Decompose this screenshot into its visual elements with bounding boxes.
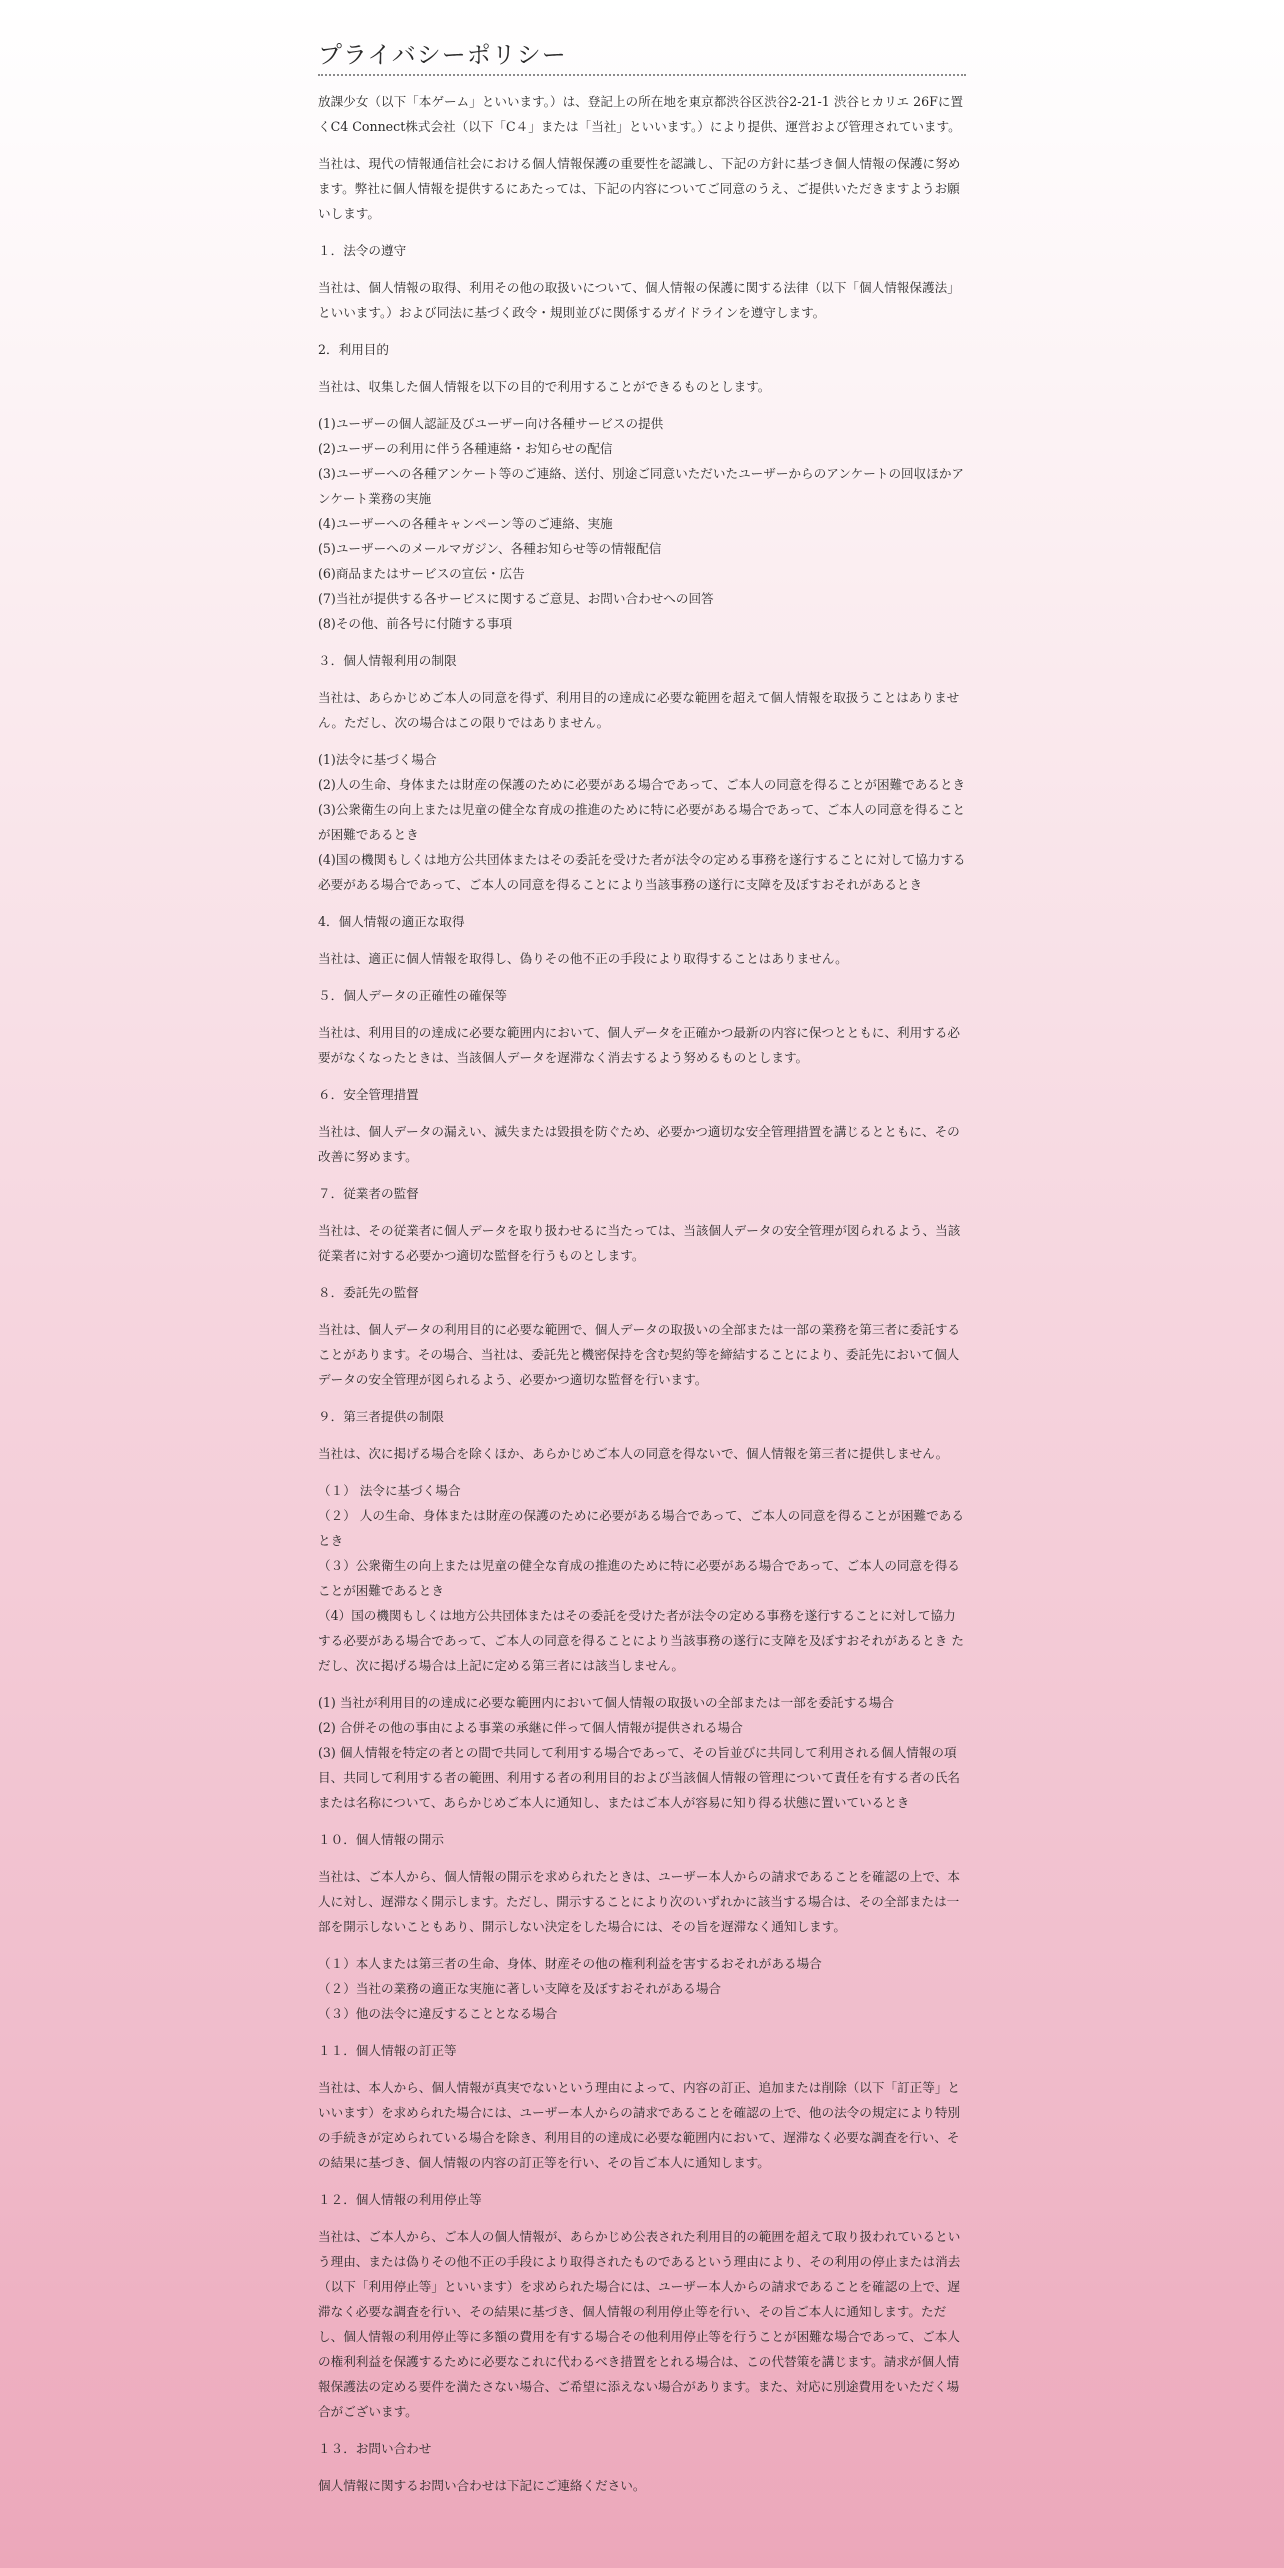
section-heading: 4．個人情報の適正な取得 [318, 914, 465, 929]
spacer [318, 226, 966, 238]
policy-paragraph: 当社は、ご本人から、ご本人の個人情報が、あらかじめ公表された利用目的の範囲を超えて取り扱われているという理由、または偽りその他不正の手段により取得されたものであるという理由により、その利用の停止または消去（以下「利用停止等」といいます）を求められた場合には、ユーザー本人からの請求であることを確認の上で、遅滞なく必要な調査を行い、その結果に基づき、個人情報の利用停止等を行い、その旨ご本人に通知します。ただし、個人情報の利用停止等に多額の費用を有する場合その他利用停止等を行うことが困難な場合であって、ご本人の権利利益を保護するために必要なこれに代わるべき措置をとれる場合は、この代替策を講じます。請求が個人情報保護法の定める要件を満たさない場合、ご希望に添えない場合があります。また、対応に別途費用をいただく場合がございます。 [318, 2229, 961, 2419]
spacer [318, 897, 966, 909]
spacer [318, 139, 966, 151]
spacer [318, 934, 966, 946]
policy-paragraph: 当社は、次に掲げる場合を除くほか、あらかじめご本人の同意を得ないで、個人情報を第三者に提供しません。 [318, 1446, 949, 1461]
section-heading: １０．個人情報の開示 [318, 1832, 444, 1847]
list-item: (3)公衆衛生の向上または児童の健全な育成の推進のために特に必要がある場合であって、ご本人の同意を得ることが困難であるとき [318, 802, 966, 842]
list-item: (2)人の生命、身体または財産の保護のために必要がある場合であって、ご本人の同意を得ることが困難であるとき [318, 777, 966, 792]
policy-paragraph: 放課少女（以下「本ゲーム」といいます。）は、登記上の所在地を東京都渋谷区渋谷2-21-1 渋谷ヒカリエ 26Fに置くC4 Connect株式会社（以下「C４」または「当社」といいます。）により提供、運営および管理されています。 [318, 94, 964, 134]
list-item: (4)国の機関もしくは地方公共団体またはその委託を受けた者が法令の定める事務を遂行することに対して協力する必要がある場合であって、ご本人の同意を得ることにより当該事務の遂行に支障を及ぼすおそれがあるとき [318, 852, 966, 892]
list-item: (1)ユーザーの個人認証及びユーザー向け各種サービスの提供 [318, 416, 664, 431]
list-item: （３）他の法令に違反することとなる場合 [318, 2006, 558, 2021]
policy-paragraph: 当社は、現代の情報通信社会における個人情報保護の重要性を認識し、下記の方針に基づき個人情報の保護に努めます。弊社に個人情報を提供するにあたっては、下記の内容についてご同意のうえ、ご提供いただきますようお願いします。 [318, 156, 961, 221]
section-heading: １１．個人情報の訂正等 [318, 2043, 457, 2058]
policy-paragraph: 当社は、個人情報の取得、利用その他の取扱いについて、個人情報の保護に関する法律（以下「個人情報保護法」といいます。）および同法に基づく政令・規則並びに関係するガイドラインを遵守します。 [318, 280, 960, 320]
policy-paragraph: 個人情報に関するお問い合わせは下記にご連絡ください。 [318, 2478, 646, 2493]
section-heading: ８．委託先の監督 [318, 1285, 419, 1300]
list-item: (1)法令に基づく場合 [318, 752, 437, 767]
spacer [318, 673, 966, 685]
list-item: （１）本人または第三者の生命、身体、財産その他の権利利益を害するおそれがある場合 [318, 1956, 822, 1971]
policy-paragraph: 当社は、あらかじめご本人の同意を得ず、利用目的の達成に必要な範囲を超えて個人情報を取扱うことはありません。ただし、次の場合はこの限りではありません。 [318, 690, 960, 730]
list-item: (3)ユーザーへの各種アンケート等のご連絡、送付、別途ご同意いただいたユーザーからのアンケートの回収ほかアンケート業務の実施 [318, 466, 965, 506]
spacer [318, 971, 966, 983]
policy-list [318, 411, 966, 636]
privacy-policy-page [318, 0, 966, 2498]
section-heading: ７．従業者の監督 [318, 1186, 419, 1201]
policy-paragraph: 当社は、個人データの漏えい、滅失または毀損を防ぐため、必要かつ適切な安全管理措置を講じるとともに、その改善に努めます。 [318, 1124, 960, 1164]
spacer [318, 1392, 966, 1404]
spacer [318, 2424, 966, 2436]
list-item: (1) 当社が利用目的の達成に必要な範囲内において個人情報の取扱いの全部または一部を委託する場合 [318, 1695, 894, 1710]
list-item: (5)ユーザーへのメールマガジン、各種お知らせ等の情報配信 [318, 541, 662, 556]
spacer [318, 2175, 966, 2187]
page-title: プライバシーポリシー [318, 38, 966, 76]
section-heading: １３．お問い合わせ [318, 2441, 432, 2456]
policy-paragraph: 当社は、利用目的の達成に必要な範囲内において、個人データを正確かつ最新の内容に保つとともに、利用する必要がなくなったときは、当該個人データを遅滞なく消去するよう努めるものとします。 [318, 1025, 961, 1065]
spacer [318, 1107, 966, 1119]
spacer [318, 1429, 966, 1441]
list-item: （4）国の機関もしくは地方公共団体またはその委託を受けた者が法令の定める事務を遂行することに対して協力する必要がある場合であって、ご本人の同意を得ることにより当該事務の遂行に支障を及ぼすおそれがあるとき ただし、次に掲げる場合は上記に定める第三者には該当しません。 [318, 1608, 964, 1673]
spacer [318, 2461, 966, 2473]
list-item: (2) 合併その他の事由による事業の承継に伴って個人情報が提供される場合 [318, 1720, 743, 1735]
spacer [318, 636, 966, 648]
section-heading: ６．安全管理措置 [318, 1087, 419, 1102]
section-heading: １．法令の遵守 [318, 243, 407, 258]
section-heading: 2．利用目的 [318, 342, 389, 357]
spacer [318, 735, 966, 747]
list-item: (6)商品またはサービスの宣伝・広告 [318, 566, 525, 581]
policy-list [318, 747, 966, 897]
policy-paragraph: 当社は、個人データの利用目的に必要な範囲で、個人データの取扱いの全部または一部の業務を第三者に委託することがあります。その場合、当社は、委託先と機密保持を含む契約等を締結することにより、委託先において個人データの安全管理が図られるよう、必要かつ適切な監督を行います。 [318, 1322, 961, 1387]
spacer [318, 76, 966, 89]
list-item: (2)ユーザーの利用に伴う各種連絡・お知らせの配信 [318, 441, 613, 456]
spacer [318, 399, 966, 411]
section-heading: ５．個人データの正確性の確保等 [318, 988, 507, 1003]
policy-list [318, 1690, 966, 1815]
spacer [318, 362, 966, 374]
spacer [318, 1678, 966, 1690]
spacer [318, 1852, 966, 1864]
spacer [318, 1008, 966, 1020]
list-item: (7)当社が提供する各サービスに関するご意見、お問い合わせへの回答 [318, 591, 714, 606]
spacer [318, 1466, 966, 1478]
list-item: （３）公衆衛生の向上または児童の健全な育成の推進のために特に必要がある場合であって、ご本人の同意を得ることが困難であるとき [318, 1558, 960, 1598]
policy-paragraph: 当社は、本人から、個人情報が真実でないという理由によって、内容の訂正、追加または削除（以下「訂正等」といいます）を求められた場合には、ユーザー本人からの請求であることを確認の上で、他の法令の規定により特別の手続きが定められている場合を除き、利用目的の達成に必要な範囲内において、遅滞なく必要な調査を行い、その結果に基づき、個人情報の内容の訂正等を行い、その旨ご本人に通知します。 [318, 2080, 961, 2170]
policy-list [318, 1478, 966, 1678]
policy-content [318, 76, 966, 2498]
list-item: (4)ユーザーへの各種キャンペーン等のご連絡、実施 [318, 516, 613, 531]
spacer [318, 1305, 966, 1317]
spacer [318, 1169, 966, 1181]
section-heading: ３．個人情報利用の制限 [318, 653, 457, 668]
policy-paragraph: 当社は、ご本人から、個人情報の開示を求められたときは、ユーザー本人からの請求であることを確認の上で、本人に対し、遅滞なく開示します。ただし、開示することにより次のいずれかに該当する場合は、その全部または一部を開示しないこともあり、開示しない決定をした場合には、その旨を遅滞なく通知します。 [318, 1869, 961, 1934]
spacer [318, 1815, 966, 1827]
list-item: (8)その他、前各号に付随する事項 [318, 616, 513, 631]
section-heading: ９．第三者提供の制限 [318, 1409, 444, 1424]
spacer [318, 2212, 966, 2224]
list-item: （２）当社の業務の適正な実施に著しい支障を及ぼすおそれがある場合 [318, 1981, 721, 1996]
spacer [318, 263, 966, 275]
spacer [318, 1939, 966, 1951]
list-item: (3) 個人情報を特定の者との間で共同して利用する場合であって、その旨並びに共同して利用される個人情報の項目、共同して利用する者の範囲、利用する者の利用目的および当該個人情報の管理について責任を有する者の氏名または名称について、あらかじめご本人に通知し、またはご本人が容易に知り得る状態に置いているとき [318, 1745, 961, 1810]
policy-paragraph: 当社は、適正に個人情報を取得し、偽りその他不正の手段により取得することはありません。 [318, 951, 848, 966]
policy-paragraph: 当社は、収集した個人情報を以下の目的で利用することができるものとします。 [318, 379, 771, 394]
policy-paragraph: 当社は、その従業者に個人データを取り扱わせるに当たっては、当該個人データの安全管理が図られるよう、当該従業者に対する必要かつ適切な監督を行うものとします。 [318, 1223, 961, 1263]
spacer [318, 2063, 966, 2075]
section-heading: １２．個人情報の利用停止等 [318, 2192, 482, 2207]
list-item: （２） 人の生命、身体または財産の保護のために必要がある場合であって、ご本人の同意を得ることが困難であるとき [318, 1508, 964, 1548]
policy-list [318, 1951, 966, 2026]
list-item: （１） 法令に基づく場合 [318, 1483, 461, 1498]
spacer [318, 325, 966, 337]
spacer [318, 2026, 966, 2038]
spacer [318, 1206, 966, 1218]
spacer [318, 1070, 966, 1082]
spacer [318, 1268, 966, 1280]
